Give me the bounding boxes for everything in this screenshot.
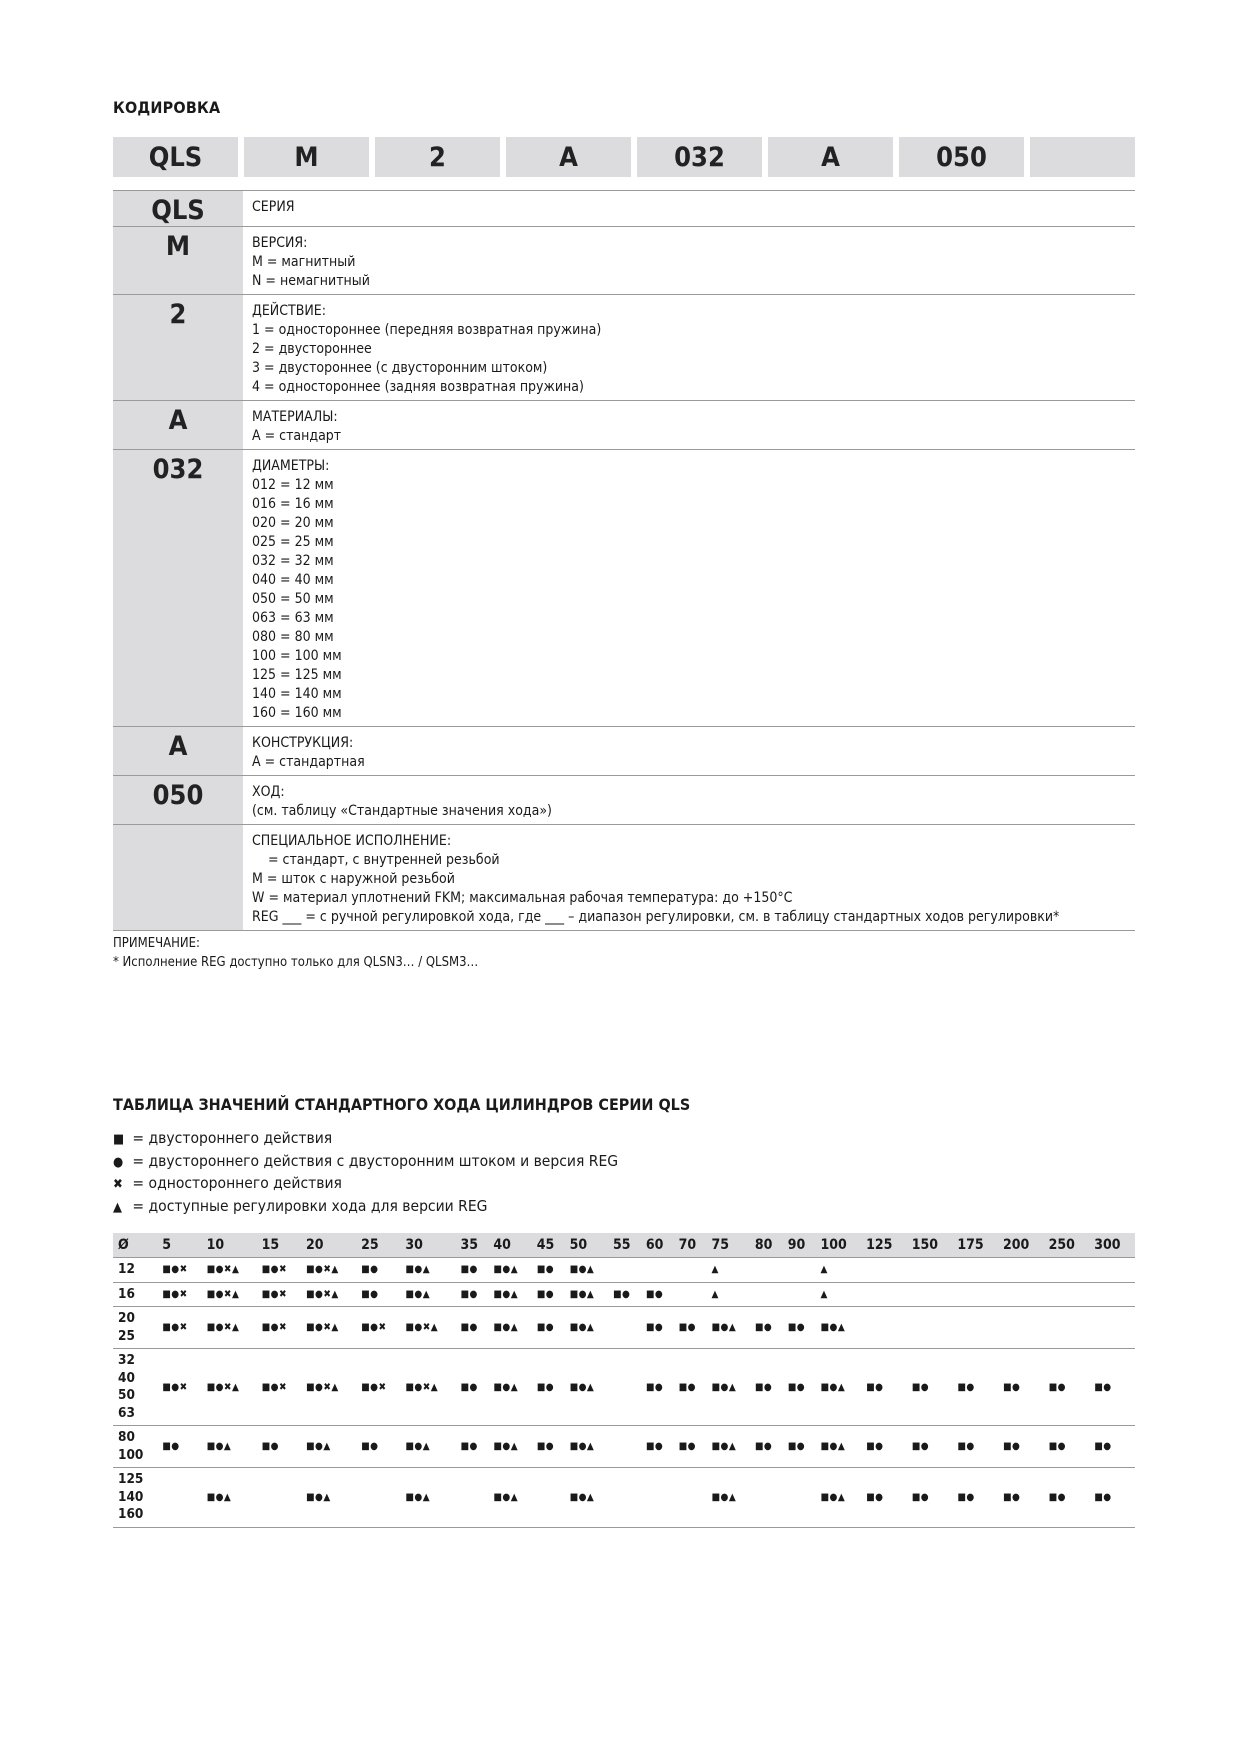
coding-row-description	[243, 727, 1135, 775]
code-bar-version: M	[244, 137, 369, 177]
stroke-cell: ■●✖	[157, 1307, 201, 1349]
diameter-cell	[113, 1258, 157, 1283]
stroke-cell: ■●▲	[202, 1468, 257, 1528]
coding-row-line: МАТЕРИАЛЫ:	[252, 409, 338, 425]
diameter-value: 63	[118, 1404, 135, 1421]
header-stroke: 150	[907, 1233, 953, 1258]
legend-symbol: ✖	[113, 1177, 123, 1192]
coding-row-line: 2 = двустороннее	[252, 341, 372, 357]
stroke-cell: ■●	[861, 1349, 907, 1426]
coding-row-code	[113, 825, 243, 930]
coding-row-line: 020 = 20 мм	[252, 515, 334, 531]
header-stroke: 15	[257, 1233, 301, 1258]
table-row	[113, 1307, 1135, 1349]
legend	[113, 1128, 618, 1218]
stroke-cell: ■●▲	[565, 1258, 608, 1283]
coding-row-code: A	[113, 401, 243, 449]
coding-row-description	[243, 776, 1135, 824]
coding-row-line: 160 = 160 мм	[252, 705, 342, 721]
stroke-cell: ■●✖▲	[400, 1349, 455, 1426]
diameter-cell	[113, 1468, 157, 1528]
diameter-value: 50	[118, 1387, 135, 1403]
stroke-cell: ■●	[750, 1307, 783, 1349]
coding-row-line: СЕРИЯ	[252, 199, 295, 215]
stroke-cell	[608, 1468, 641, 1528]
header-diameter: Ø	[113, 1233, 157, 1258]
legend-symbol: ●	[113, 1154, 124, 1170]
stroke-cell	[750, 1258, 783, 1283]
header-stroke: 60	[641, 1233, 674, 1258]
coding-row-line: ДИАМЕТРЫ:	[252, 458, 330, 474]
diameter-value: 160	[118, 1506, 144, 1522]
legend-item	[113, 1151, 618, 1174]
stroke-cell: ■●✖▲	[301, 1349, 356, 1426]
stroke-cell: ■●	[674, 1349, 707, 1426]
stroke-cell	[998, 1258, 1044, 1283]
header-stroke: 90	[783, 1233, 816, 1258]
coding-row-line: REG ___ = с ручной регулировкой хода, где ___ – диапазон регулировки, см. в таблицу стандартных ходов регулировки*	[252, 909, 1060, 925]
header-stroke: 30	[400, 1233, 455, 1258]
stroke-cell: ■●	[532, 1282, 565, 1307]
header-stroke: 55	[608, 1233, 641, 1258]
coding-row-line: 050 = 50 мм	[252, 591, 334, 607]
stroke-cell: ■●▲	[706, 1307, 749, 1349]
table-row	[113, 1426, 1135, 1468]
stroke-cell: ■●▲	[565, 1307, 608, 1349]
header-stroke: 70	[674, 1233, 707, 1258]
code-bar-series: QLS	[113, 137, 238, 177]
diameter-value: 32	[118, 1352, 135, 1368]
stroke-cell: ■●	[952, 1468, 998, 1528]
header-stroke: 300	[1089, 1233, 1135, 1258]
stroke-cell: ■●✖▲	[202, 1307, 257, 1349]
stroke-cell: ■●	[641, 1426, 674, 1468]
stroke-cell: ■●✖	[356, 1307, 400, 1349]
stroke-cell	[157, 1468, 201, 1528]
stroke-cell: ■●	[750, 1349, 783, 1426]
stroke-cell: ▲	[816, 1258, 862, 1283]
header-stroke: 45	[532, 1233, 565, 1258]
stroke-cell	[861, 1282, 907, 1307]
header-stroke: 5	[157, 1233, 201, 1258]
stroke-cell: ■●✖▲	[301, 1282, 356, 1307]
stroke-cell	[750, 1282, 783, 1307]
header-stroke: 175	[952, 1233, 998, 1258]
header-stroke: 200	[998, 1233, 1044, 1258]
stroke-cell: ■●	[641, 1307, 674, 1349]
legend-symbol: ■	[113, 1132, 125, 1147]
coding-row-line: 016 = 16 мм	[252, 496, 334, 512]
header-stroke: 40	[488, 1233, 531, 1258]
coding-row-line: (см. таблицу «Стандартные значения хода»)	[252, 803, 552, 819]
stroke-cell: ■●	[356, 1282, 400, 1307]
coding-row-line: 032 = 32 мм	[252, 553, 334, 569]
stroke-cell	[750, 1468, 783, 1528]
note	[113, 934, 478, 972]
stroke-cell: ■●▲	[202, 1426, 257, 1468]
stroke-cell: ■●	[456, 1258, 489, 1283]
coding-row-code: 2	[113, 295, 243, 400]
coding-row-line: = стандарт, с внутренней резьбой	[252, 852, 500, 868]
coding-row	[113, 776, 1135, 825]
stroke-cell: ■●	[952, 1349, 998, 1426]
stroke-cell: ■●	[1089, 1426, 1135, 1468]
coding-row-code: M	[113, 227, 243, 294]
stroke-cell	[998, 1282, 1044, 1307]
code-bar-construction: A	[768, 137, 893, 177]
stroke-cell: ■●	[356, 1426, 400, 1468]
stroke-cell	[1089, 1307, 1135, 1349]
stroke-cell: ■●✖	[257, 1349, 301, 1426]
coding-row-line: A = стандартная	[252, 754, 365, 770]
stroke-cell: ■●	[532, 1349, 565, 1426]
coding-row-line: 1 = одностороннее (передняя возвратная пружина)	[252, 322, 602, 338]
coding-row	[113, 295, 1135, 401]
stroke-cell	[608, 1258, 641, 1283]
stroke-cell: ■●▲	[816, 1307, 862, 1349]
coding-row-description	[243, 401, 1135, 449]
stroke-cell	[1044, 1282, 1090, 1307]
stroke-cell: ■●▲	[816, 1349, 862, 1426]
diameter-value: 20	[118, 1310, 135, 1326]
table-row	[113, 1258, 1135, 1283]
stroke-cell: ■●	[674, 1307, 707, 1349]
stroke-cell: ■●▲	[400, 1282, 455, 1307]
code-bar-special	[1030, 137, 1135, 177]
coding-row-line: ХОД:	[252, 784, 285, 800]
stroke-cell: ■●▲	[706, 1468, 749, 1528]
stroke-cell	[1044, 1307, 1090, 1349]
coding-row-line: 100 = 100 мм	[252, 648, 342, 664]
header-stroke: 20	[301, 1233, 356, 1258]
legend-item	[113, 1196, 618, 1219]
stroke-cell: ■●	[907, 1468, 953, 1528]
stroke-cell: ■●	[907, 1426, 953, 1468]
coding-row-line: 040 = 40 мм	[252, 572, 334, 588]
stroke-cell: ■●▲	[301, 1426, 356, 1468]
stroke-cell	[783, 1258, 816, 1283]
stroke-cell	[641, 1468, 674, 1528]
legend-symbol: ▲	[113, 1199, 122, 1215]
stroke-cell	[861, 1307, 907, 1349]
stroke-cell	[952, 1307, 998, 1349]
coding-table	[113, 190, 1135, 931]
legend-item	[113, 1173, 618, 1196]
diameter-cell	[113, 1349, 157, 1426]
coding-row-line: ДЕЙСТВИЕ:	[252, 303, 326, 319]
stroke-cell: ■●▲	[488, 1282, 531, 1307]
stroke-cell: ■●✖▲	[301, 1307, 356, 1349]
header-stroke: 75	[706, 1233, 749, 1258]
stroke-cell: ■●	[456, 1307, 489, 1349]
coding-row-line: КОНСТРУКЦИЯ:	[252, 735, 354, 751]
coding-row-line: 080 = 80 мм	[252, 629, 334, 645]
coding-row-line: M = шток с наружной резьбой	[252, 871, 455, 887]
diameter-cell	[113, 1282, 157, 1307]
stroke-cell: ■●✖▲	[202, 1258, 257, 1283]
stroke-cell	[907, 1307, 953, 1349]
table-row	[113, 1349, 1135, 1426]
legend-item	[113, 1128, 618, 1151]
header-stroke: 10	[202, 1233, 257, 1258]
coding-row-line: W = материал уплотнений FKM; максимальная рабочая температура: до +150°C	[252, 890, 793, 906]
coding-row-line: A = стандарт	[252, 428, 342, 444]
stroke-cell	[674, 1258, 707, 1283]
stroke-cell	[1089, 1258, 1135, 1283]
coding-row-line: 3 = двустороннее (с двусторонним штоком)	[252, 360, 548, 376]
code-bar	[113, 137, 1135, 177]
stroke-cell	[532, 1468, 565, 1528]
stroke-cell: ■●	[641, 1282, 674, 1307]
stroke-cell: ■●▲	[706, 1426, 749, 1468]
stroke-cell: ■●	[532, 1426, 565, 1468]
stroke-cell: ■●	[456, 1426, 489, 1468]
stroke-cell: ■●	[456, 1349, 489, 1426]
stroke-cell: ■●▲	[488, 1468, 531, 1528]
stroke-cell: ▲	[706, 1258, 749, 1283]
diameter-value: 140	[118, 1488, 144, 1505]
stroke-cell	[257, 1468, 301, 1528]
stroke-cell: ■●▲	[488, 1258, 531, 1283]
coding-row-line: 140 = 140 мм	[252, 686, 342, 702]
stroke-cell: ■●✖▲	[202, 1282, 257, 1307]
coding-row-description	[243, 295, 1135, 400]
stroke-cell: ■●✖	[157, 1258, 201, 1283]
diameter-value: 125	[118, 1471, 144, 1487]
coding-row-code: 032	[113, 450, 243, 726]
stroke-cell: ■●✖	[257, 1307, 301, 1349]
stroke-cell: ■●	[257, 1426, 301, 1468]
stroke-cell	[783, 1282, 816, 1307]
stroke-cell	[861, 1258, 907, 1283]
code-bar-diameter: 032	[637, 137, 762, 177]
stroke-cell: ■●	[783, 1307, 816, 1349]
stroke-cell: ■●▲	[488, 1426, 531, 1468]
stroke-cell: ■●	[750, 1426, 783, 1468]
code-bar-materials: A	[506, 137, 631, 177]
stroke-cell	[356, 1468, 400, 1528]
stroke-cell	[907, 1282, 953, 1307]
stroke-cell: ■●▲	[565, 1349, 608, 1426]
header-stroke: 50	[565, 1233, 608, 1258]
coding-row	[113, 191, 1135, 227]
legend-text: = доступные регулировки хода для версии REG	[128, 1196, 488, 1215]
coding-row-code: A	[113, 727, 243, 775]
stroke-cell: ■●▲	[400, 1258, 455, 1283]
stroke-cell	[674, 1282, 707, 1307]
stroke-cell: ■●	[998, 1468, 1044, 1528]
diameter-value: 16	[118, 1285, 135, 1302]
stroke-cell: ■●	[608, 1282, 641, 1307]
coding-row-line: 012 = 12 мм	[252, 477, 334, 493]
stroke-cell	[608, 1307, 641, 1349]
stroke-cell: ■●▲	[565, 1426, 608, 1468]
code-bar-action: 2	[375, 137, 500, 177]
header-stroke: 80	[750, 1233, 783, 1258]
stroke-cell	[952, 1258, 998, 1283]
legend-text: = двустороннего действия с двусторонним штоком и версия REG	[128, 1151, 619, 1170]
stroke-cell	[952, 1282, 998, 1307]
stroke-cell: ■●✖▲	[301, 1258, 356, 1283]
coding-row-code: QLS	[113, 191, 243, 226]
coding-row-line: M = магнитный	[252, 254, 356, 270]
stroke-cell	[998, 1307, 1044, 1349]
header-stroke: 25	[356, 1233, 400, 1258]
legend-text: = одностороннего действия	[128, 1174, 342, 1192]
stroke-cell: ■●▲	[301, 1468, 356, 1528]
stroke-cell: ■●	[783, 1349, 816, 1426]
stroke-cell: ■●	[783, 1426, 816, 1468]
coding-row	[113, 401, 1135, 450]
coding-row-description	[243, 450, 1135, 726]
stroke-table	[113, 1233, 1135, 1528]
stroke-cell: ■●	[1089, 1349, 1135, 1426]
stroke-cell	[456, 1468, 489, 1528]
stroke-cell: ■●▲	[400, 1468, 455, 1528]
stroke-cell: ■●	[1044, 1426, 1090, 1468]
stroke-cell: ■●✖	[257, 1282, 301, 1307]
stroke-cell: ■●	[998, 1349, 1044, 1426]
stroke-cell: ▲	[706, 1282, 749, 1307]
stroke-cell	[608, 1349, 641, 1426]
coding-row-line: 063 = 63 мм	[252, 610, 334, 626]
coding-row-description	[243, 227, 1135, 294]
stroke-cell: ■●	[157, 1426, 201, 1468]
table-row	[113, 1468, 1135, 1528]
coding-row	[113, 727, 1135, 776]
coding-row-line: 4 = одностороннее (задняя возвратная пружина)	[252, 379, 584, 395]
stroke-cell: ■●▲	[400, 1426, 455, 1468]
stroke-cell: ▲	[816, 1282, 862, 1307]
stroke-cell: ■●✖	[157, 1282, 201, 1307]
stroke-cell	[1044, 1258, 1090, 1283]
stroke-cell	[907, 1258, 953, 1283]
stroke-cell: ■●	[674, 1426, 707, 1468]
header-stroke: 100	[816, 1233, 862, 1258]
stroke-cell: ■●✖▲	[202, 1349, 257, 1426]
coding-row-line: СПЕЦИАЛЬНОЕ ИСПОЛНЕНИЕ:	[252, 833, 452, 849]
stroke-cell: ■●	[861, 1468, 907, 1528]
stroke-cell: ■●	[641, 1349, 674, 1426]
stroke-cell: ■●▲	[565, 1468, 608, 1528]
stroke-cell: ■●▲	[565, 1282, 608, 1307]
diameter-value: 40	[118, 1369, 135, 1386]
diameter-value: 80	[118, 1429, 135, 1445]
stroke-cell: ■●✖▲	[400, 1307, 455, 1349]
header-stroke: 250	[1044, 1233, 1090, 1258]
coding-row-line: N = немагнитный	[252, 273, 370, 289]
header-stroke: 35	[456, 1233, 489, 1258]
stroke-table-title: ТАБЛИЦА ЗНАЧЕНИЙ СТАНДАРТНОГО ХОДА ЦИЛИНДРОВ СЕРИИ QLS	[113, 1095, 691, 1114]
stroke-cell: ■●	[532, 1258, 565, 1283]
stroke-cell: ■●✖	[257, 1258, 301, 1283]
coding-title: КОДИРОВКА	[113, 98, 221, 117]
stroke-cell	[674, 1468, 707, 1528]
diameter-value: 100	[118, 1446, 144, 1463]
stroke-cell: ■●	[1044, 1349, 1090, 1426]
coding-row-description	[243, 825, 1135, 930]
stroke-cell: ■●▲	[816, 1468, 862, 1528]
stroke-cell	[641, 1258, 674, 1283]
stroke-cell: ■●	[1044, 1468, 1090, 1528]
code-bar-stroke: 050	[899, 137, 1024, 177]
stroke-cell: ■●✖	[356, 1349, 400, 1426]
diameter-value: 25	[118, 1327, 135, 1344]
note-title: ПРИМЕЧАНИЕ:	[113, 936, 200, 951]
legend-text: = двустороннего действия	[128, 1129, 333, 1147]
stroke-cell: ■●	[907, 1349, 953, 1426]
stroke-cell: ■●▲	[488, 1349, 531, 1426]
stroke-cell: ■●	[456, 1282, 489, 1307]
stroke-cell: ■●	[861, 1426, 907, 1468]
coding-row-line: ВЕРСИЯ:	[252, 235, 308, 251]
stroke-table-header	[113, 1233, 1135, 1258]
coding-row	[113, 450, 1135, 727]
coding-row	[113, 825, 1135, 931]
stroke-cell	[608, 1426, 641, 1468]
stroke-cell: ■●	[998, 1426, 1044, 1468]
stroke-cell: ■●	[952, 1426, 998, 1468]
coding-row-description	[243, 191, 1135, 226]
stroke-cell: ■●▲	[816, 1426, 862, 1468]
stroke-cell: ■●	[356, 1258, 400, 1283]
header-stroke: 125	[861, 1233, 907, 1258]
stroke-cell: ■●▲	[706, 1349, 749, 1426]
stroke-cell: ■●✖	[157, 1349, 201, 1426]
stroke-cell	[1089, 1282, 1135, 1307]
coding-row	[113, 227, 1135, 295]
stroke-cell: ■●	[1089, 1468, 1135, 1528]
table-row	[113, 1282, 1135, 1307]
diameter-value: 12	[118, 1261, 135, 1277]
diameter-cell	[113, 1426, 157, 1468]
coding-row-line: 025 = 25 мм	[252, 534, 334, 550]
diameter-cell	[113, 1307, 157, 1349]
note-text: * Исполнение REG доступно только для QLSN3… / QLSM3…	[113, 955, 479, 970]
stroke-cell: ■●▲	[488, 1307, 531, 1349]
coding-row-line: 125 = 125 мм	[252, 667, 342, 683]
stroke-cell	[783, 1468, 816, 1528]
coding-row-code: 050	[113, 776, 243, 824]
stroke-cell: ■●	[532, 1307, 565, 1349]
